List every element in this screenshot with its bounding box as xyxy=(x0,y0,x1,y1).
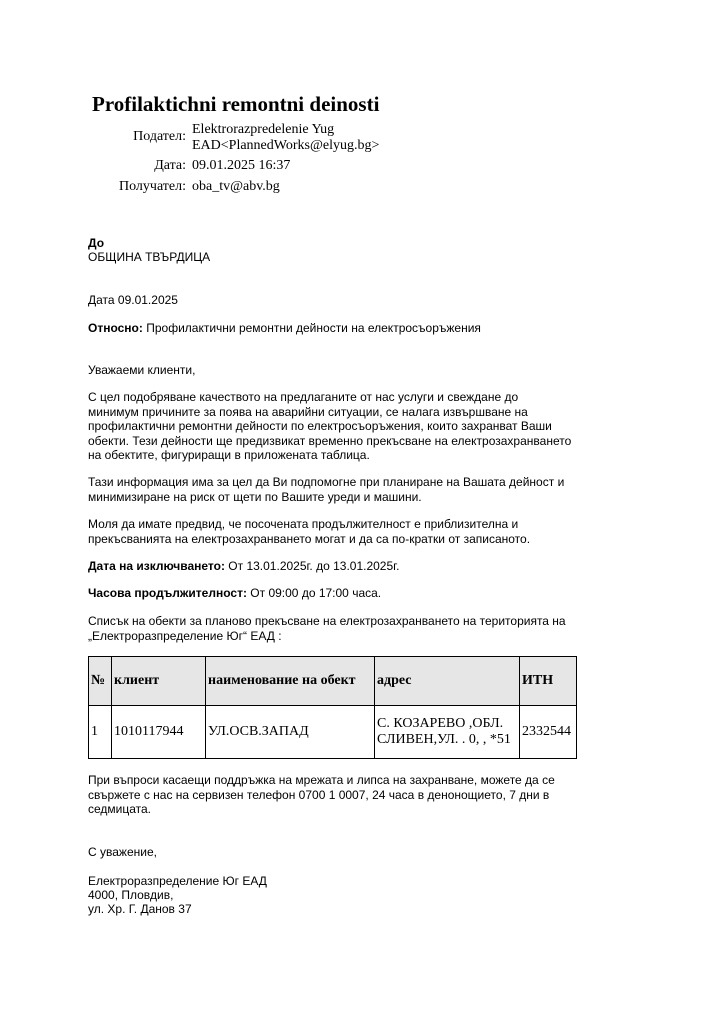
subject-line xyxy=(88,321,588,336)
sender-email: EAD<PlannedWorks@elyug.bg> xyxy=(192,138,380,153)
table-header-row xyxy=(89,657,577,706)
objects-table xyxy=(88,656,577,759)
greeting: Уважаеми клиенти, xyxy=(88,363,196,377)
signature-street: ул. Хр. Г. Данов 37 xyxy=(88,902,192,916)
paragraph-duration-note: Моля да имате предвид, че посочената продължителност е приблизителна и прекъсванията на електрозахранването могат и да са по-кратки от записаното. xyxy=(88,517,531,546)
sender-name: Elektrorazpredelenie Yug xyxy=(192,122,335,137)
recipient-label: Получател: xyxy=(118,179,186,194)
paragraph-purpose: С цел подобряване качеството на предлаганите от нас услуги и свеждане до минимум причините за поява на аварийни ситуации, се налага извършване на профилактични ремонтни дейности по електросъоръжения, които захранват Ваши обекти. Тези дейности ще предизвикат временно прекъсване на електрозахранването на обектите, фигуриращи в приложената таблица. xyxy=(88,390,572,462)
email-subject-title: Profilaktichni remontni deinosti xyxy=(92,92,380,116)
duration-value: От 09:00 до 17:00 часа. xyxy=(246,586,382,600)
subject-text: Профилактични ремонтни дейности на електросъоръжения xyxy=(142,321,481,335)
column-header-number: № xyxy=(89,657,112,706)
column-header-object-name: наименование на обект xyxy=(206,657,375,706)
cell-itn: 2332544 xyxy=(520,706,577,759)
signature-company: Електроразпределение Юг ЕАД xyxy=(88,874,267,888)
to-label: До xyxy=(88,236,105,250)
cell-number: 1 xyxy=(89,706,112,759)
outage-date-line xyxy=(88,559,588,574)
to-name: ОБЩИНА ТВЪРДИЦА xyxy=(88,250,211,264)
date-label: Дата: xyxy=(154,158,186,173)
closing-phrase: С уважение, xyxy=(88,845,157,859)
sender-label: Подател: xyxy=(133,129,186,144)
signature-city: 4000, Пловдив, xyxy=(88,888,174,902)
subject-label: Относно: xyxy=(88,321,143,335)
column-header-client: клиент xyxy=(112,657,206,706)
date-value: 09.01.2025 16:37 xyxy=(192,158,291,173)
duration-label: Часова продължителност: xyxy=(88,586,247,600)
cell-object-name: УЛ.ОСВ.ЗАПАД xyxy=(206,706,375,759)
cell-client: 1010117944 xyxy=(112,706,206,759)
duration-line xyxy=(88,586,588,601)
objects-list-intro: Списък на обекти за планово прекъсване на електрозахранването на територията на „Електроразпределение Юг“ ЕАД : xyxy=(88,614,566,643)
column-header-itn: ИТН xyxy=(520,657,577,706)
outage-date-label: Дата на изключването: xyxy=(88,559,225,573)
outage-date-value: От 13.01.2025г. до 13.01.2025г. xyxy=(224,559,400,573)
recipient-value: oba_tv@abv.bg xyxy=(192,179,280,194)
support-contact-paragraph: При въпроси касаещи поддръжка на мрежата и липса на захранване, можете да се свържете с нас на сервизен телефон 0700 1 0007, 24 часа в денонощието, 7 дни в седмицата. xyxy=(88,773,555,816)
letter-date: Дата 09.01.2025 xyxy=(88,293,178,307)
sender-value xyxy=(192,122,379,154)
column-header-address: адрес xyxy=(375,657,520,706)
paragraph-info: Тази информация има за цел да Ви подпомогне при планиране на Вашата дейност и минимизиране на риск от щети по Вашите уреди и машини. xyxy=(88,475,565,504)
table-row xyxy=(89,706,577,759)
cell-address: С. КОЗАРЕВО ,ОБЛ. СЛИВЕН,УЛ. . 0, , *51 xyxy=(375,706,520,759)
